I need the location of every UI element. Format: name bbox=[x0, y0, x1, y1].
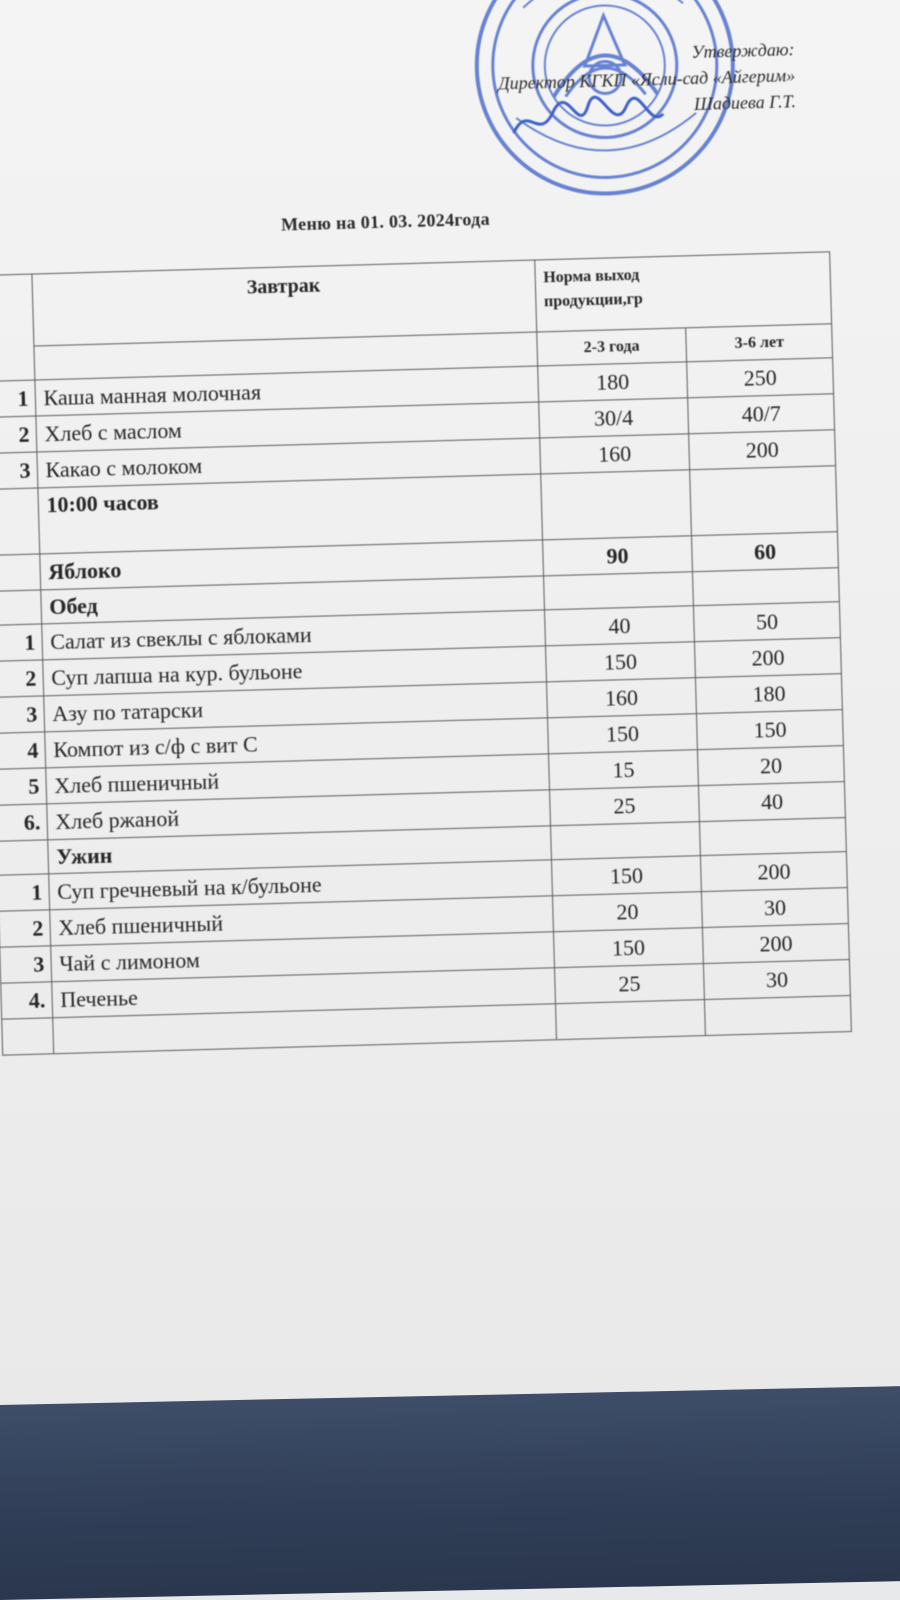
portion-3-6 bbox=[700, 818, 847, 856]
dish-name: Ужин bbox=[47, 826, 551, 874]
dish-name: Яблоко bbox=[39, 540, 543, 590]
approval-heading: Утверждаю: bbox=[691, 39, 795, 63]
portion-2-3: 150 bbox=[545, 642, 696, 682]
row-number: 4. bbox=[1, 982, 53, 1019]
dish-name: Суп лапша на кур. бульоне bbox=[42, 646, 546, 696]
row-number: 5 bbox=[0, 768, 46, 805]
portion-2-3: 180 bbox=[537, 362, 688, 402]
portion-3-6: 150 bbox=[697, 710, 844, 750]
portion-3-6: 50 bbox=[694, 602, 841, 642]
row-number: 1 bbox=[0, 874, 49, 911]
approval-signatory: Шадиева Г.Т. bbox=[693, 91, 797, 115]
dish-name: Хлеб пшеничный bbox=[49, 896, 553, 946]
norm-header-line1: Норма выход bbox=[543, 266, 640, 287]
portion-3-6: 180 bbox=[696, 674, 843, 714]
portion-3-6: 200 bbox=[703, 924, 850, 964]
norm-header bbox=[534, 252, 831, 332]
norm-header-line2: продукции,гр bbox=[543, 290, 643, 311]
portion-2-3: 90 bbox=[542, 536, 693, 576]
dish-name: Обед bbox=[40, 576, 544, 624]
approval-position: Директор КГКП «Ясли-сад «Айгерим» bbox=[497, 65, 796, 94]
portion-3-6: 40 bbox=[699, 782, 846, 822]
row-number: 6. bbox=[0, 804, 47, 841]
portion-2-3 bbox=[543, 572, 694, 610]
portion-2-3 bbox=[540, 470, 692, 540]
portion-3-6 bbox=[690, 466, 837, 536]
portion-3-6: 60 bbox=[692, 532, 839, 572]
portion-2-3: 30/4 bbox=[538, 398, 689, 438]
dish-name: Какао с молоком bbox=[36, 438, 540, 488]
dish-name: Чай с лимоном bbox=[50, 932, 554, 982]
portion-3-6: 250 bbox=[687, 358, 834, 398]
portion-2-3: 160 bbox=[546, 678, 697, 718]
row-number: 2 bbox=[0, 416, 36, 453]
portion-3-6: 200 bbox=[689, 430, 836, 470]
portion-3-6: 200 bbox=[695, 638, 842, 678]
menu-table bbox=[0, 251, 852, 1055]
portion-3-6: 20 bbox=[698, 746, 845, 786]
row-number: 2 bbox=[0, 910, 50, 947]
portion-3-6: 30 bbox=[702, 888, 849, 928]
row-number bbox=[0, 590, 41, 625]
portion-3-6: 30 bbox=[704, 960, 851, 1000]
portion-2-3: 150 bbox=[551, 856, 702, 896]
portion-2-3: 150 bbox=[553, 928, 704, 968]
header-num-cell bbox=[0, 274, 34, 381]
dish-name: Хлеб с маслом bbox=[35, 402, 539, 452]
portion-3-6: 200 bbox=[701, 852, 848, 892]
row-number bbox=[0, 840, 48, 875]
row-number: 1 bbox=[0, 380, 35, 417]
row-number: 3 bbox=[0, 452, 37, 489]
row-number: 3 bbox=[0, 946, 51, 983]
portion-2-3: 160 bbox=[539, 434, 690, 474]
row-number: 2 bbox=[0, 660, 43, 697]
row-number bbox=[2, 1018, 54, 1055]
portion-3-6 bbox=[705, 995, 852, 1035]
dish-name: Азу по татарски bbox=[43, 682, 547, 732]
dish-name: Компот из с/ф с вит С bbox=[44, 718, 548, 768]
portion-3-6 bbox=[693, 568, 840, 606]
row-number bbox=[0, 554, 40, 591]
portion-2-3: 25 bbox=[554, 964, 705, 1004]
dish-name: Каша манная молочная bbox=[34, 366, 538, 416]
portion-2-3: 25 bbox=[549, 786, 700, 826]
row-number bbox=[0, 488, 39, 555]
desk-surface bbox=[0, 1386, 900, 1600]
approval-block bbox=[497, 36, 796, 122]
portion-2-3 bbox=[550, 822, 701, 860]
row-number: 1 bbox=[0, 624, 42, 661]
portion-2-3: 40 bbox=[544, 606, 695, 646]
dish-name: Суп гречневый на к/бульоне bbox=[48, 860, 552, 910]
row-number: 4 bbox=[0, 732, 45, 769]
dish-name: 10:00 часов bbox=[37, 474, 542, 554]
page-title: Меню на 01. 03. 2024года bbox=[280, 208, 491, 235]
age-group-2-3: 2-3 года bbox=[536, 328, 687, 366]
dish-name: Салат из свеклы с яблоками bbox=[41, 610, 545, 660]
dish-name: Хлеб пшеничный bbox=[45, 754, 549, 804]
portion-2-3: 15 bbox=[548, 750, 699, 790]
age-group-3-6: 3-6 лет bbox=[686, 324, 833, 362]
portion-2-3: 20 bbox=[552, 892, 703, 932]
dish-name: Хлеб ржаной bbox=[46, 790, 550, 840]
portion-2-3: 150 bbox=[547, 714, 698, 754]
dish-name: Печенье bbox=[51, 968, 555, 1018]
meal-title: Завтрак bbox=[32, 260, 537, 346]
portion-3-6: 40/7 bbox=[688, 394, 835, 434]
row-number: 3 bbox=[0, 696, 44, 733]
portion-2-3 bbox=[555, 1000, 706, 1040]
